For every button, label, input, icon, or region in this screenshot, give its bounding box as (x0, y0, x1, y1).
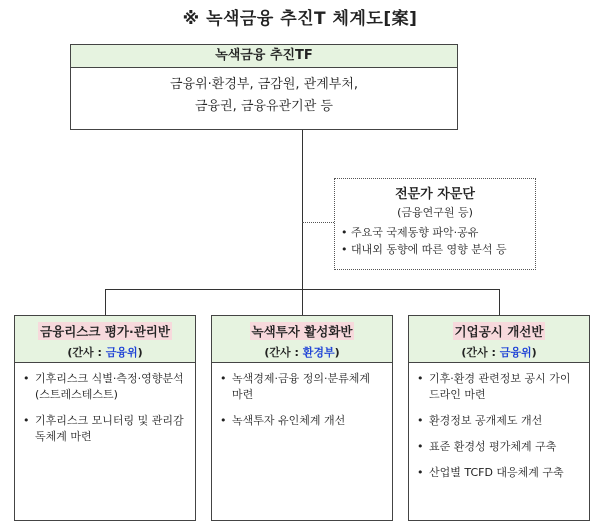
advisory-item: • 주요국 국제동향 파악·공유 (341, 226, 479, 239)
advisory-connector (302, 222, 334, 223)
group-header (212, 316, 392, 363)
group-items (212, 363, 392, 429)
group-title: 녹색투자 활성화반 (251, 324, 353, 339)
advisory-box (334, 178, 536, 270)
advisory-item: • 대내외 동향에 따른 영향 분석 등 (341, 243, 507, 256)
group-risk-management (14, 315, 196, 521)
tf-box (70, 44, 458, 130)
group-item: • 환경정보 공개제도 개선 (417, 414, 543, 427)
group-item: • 녹색경제·금융 정의·분류체계 마련 (220, 372, 371, 401)
group-corporate-disclosure (408, 315, 590, 521)
tf-members-line2: 금융권, 금융유관기관 등 (195, 99, 333, 114)
branch-center (302, 289, 303, 315)
group-item: • 표준 환경성 평가체계 구축 (417, 440, 557, 453)
tf-members-line1: 금융위·환경부, 금감원, 관계부처, (169, 77, 359, 92)
tf-members (71, 68, 457, 118)
group-item: • 기후리스크 식별·측정·영향분석(스트레스테스트) (23, 372, 184, 401)
group-header (409, 316, 589, 363)
diagram-title: ※ 녹색금융 추진T 체계도[案] (182, 9, 418, 29)
group-header (15, 316, 195, 363)
group-secretariat: (간사 : 환경부) (264, 346, 340, 359)
group-title: 기업공시 개선반 (454, 324, 544, 339)
group-secretariat: (간사 : 금융위) (67, 346, 143, 359)
group-secretariat: (간사 : 금융위) (461, 346, 537, 359)
group-items (15, 363, 195, 445)
group-title: 금융리스크 평가·관리반 (40, 324, 170, 339)
advisory-title: 전문가 자문단 (395, 187, 475, 202)
advisory-subtitle: (금융연구원 등) (397, 206, 473, 219)
group-green-investment (211, 315, 393, 521)
advisory-list (341, 224, 529, 258)
group-item: • 기후·환경 관련정보 공시 가이드라인 마련 (417, 372, 571, 401)
branch-left (105, 289, 106, 315)
group-items (409, 363, 589, 481)
branch-right (499, 289, 500, 315)
tf-header: 녹색금융 추진TF (71, 45, 457, 68)
main-connector (302, 130, 303, 289)
group-item: • 녹색투자 유인체계 개선 (220, 414, 346, 427)
group-item: • 산업별 TCFD 대응체계 구축 (417, 466, 564, 479)
group-item: • 기후리스크 모니터링 및 관리감독체계 마련 (23, 414, 184, 443)
